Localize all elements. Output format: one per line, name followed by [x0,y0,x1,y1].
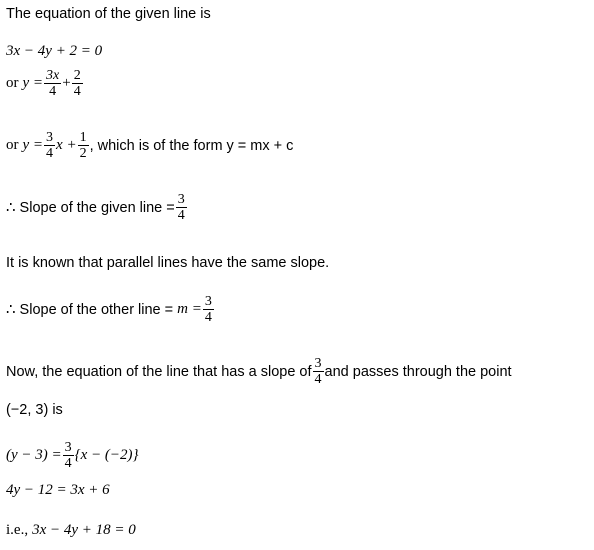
slope-given-line [6,192,188,223]
slope-other-line [6,294,215,325]
slope-given-text: Slope of the given line = [19,199,175,216]
y-equals-2: y = [22,137,44,153]
point-slope-lhs: (y − 3) = [6,447,62,463]
or-label-2: or [6,137,19,153]
point-text: (−2, 3) is [6,402,63,418]
rearranged-equation-1 [6,68,84,99]
fraction-slope-other: $\frac{3}{4}$ [204,294,212,325]
fraction-3x-over-4: $\frac{3x}{4}$ [46,68,60,99]
slope-intercept-form: y = mx + c [226,137,294,154]
now-text-1: Now, the equation of the line that has a slope of [6,363,312,380]
ie-label: i.e., [6,522,29,538]
x-plus: x + [56,137,77,153]
plus-sign-1: + [62,75,71,91]
parallel-lines-statement: It is known that parallel lines have the same slope. [6,255,330,271]
final-equation [6,522,136,539]
fraction-3-over-4-a: $\frac{3}{4}$ [46,130,54,161]
now-text-2: and passes through the point [324,363,512,380]
point-slope-rhs: {x − (−2)} [74,447,139,463]
slope-other-text: Slope of the other line = [19,301,174,318]
m-equals: m = [177,301,202,317]
form-description: , which is of the form [89,137,223,154]
given-equation [6,43,102,60]
point-slope-equation [6,440,139,471]
therefore-symbol-1: ∴ [6,200,16,216]
intro-text: The equation of the given line is [6,6,211,22]
fraction-1-over-2: $\frac{1}{2}$ [79,130,87,161]
fraction-slope-given: $\frac{3}{4}$ [177,192,185,223]
or-label-1: or [6,75,19,91]
now-statement [6,356,512,387]
fraction-point-slope: $\frac{3}{4}$ [64,440,72,471]
therefore-symbol-2: ∴ [6,302,16,318]
fraction-2-over-4: $\frac{2}{4}$ [73,68,81,99]
expanded-equation: 4y − 12 = 3x + 6 [6,482,110,498]
given-equation-text: 3x − 4y + 2 = 0 [6,43,103,59]
rearranged-equation-2 [6,130,293,161]
final-equation-text: 3x − 4y + 18 = 0 [32,522,136,538]
fraction-slope-now: $\frac{3}{4}$ [314,356,322,387]
y-equals-1: y = [22,75,44,91]
